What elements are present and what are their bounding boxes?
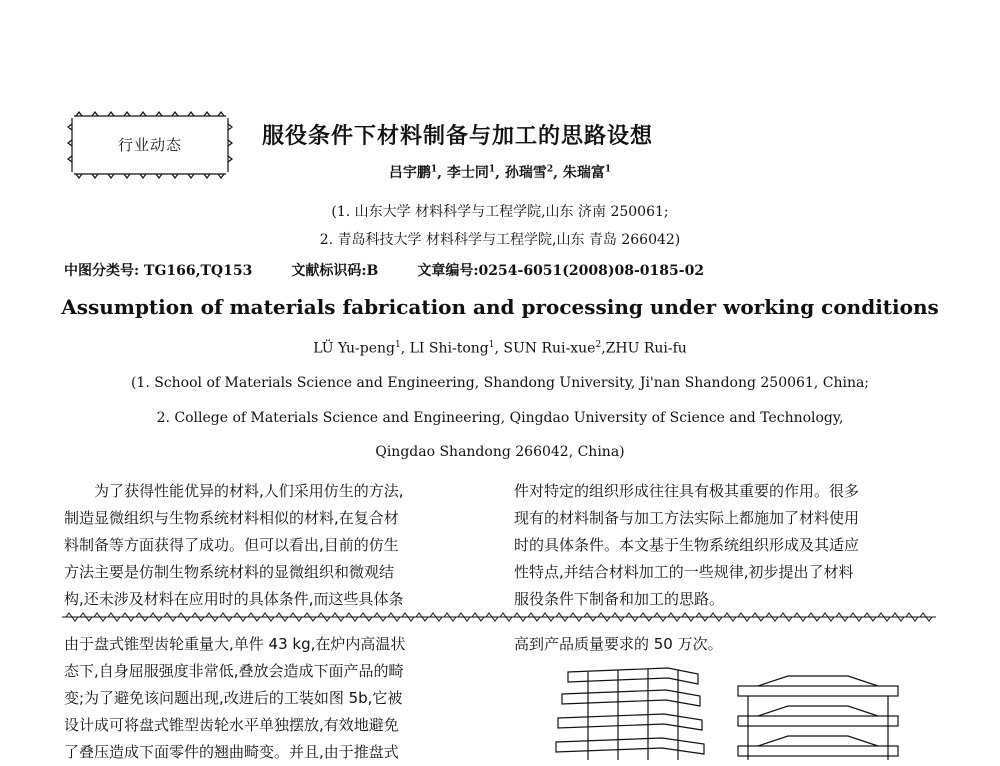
column-tag-label: 行业动态 — [117, 136, 182, 154]
author-sup: 1 — [394, 340, 401, 350]
abstract-line: 性特点,并结合材料加工的一些规律,初步提出了材料 — [514, 563, 854, 581]
fixture-a-drawing — [556, 668, 704, 760]
chinese-affiliation-2: 2. 青岛科技大学 材料科学与工程学院,山东 青岛 266042) — [319, 232, 681, 248]
clc-label: 中图分类号: — [64, 263, 140, 279]
abstract-line: 件对特定的组织形成往往具有极其重要的作用。很多 — [514, 482, 860, 500]
fixture-figure — [548, 664, 908, 760]
doc-code-label: 文献标识码: — [291, 263, 367, 279]
author-cn: 吕宇鹏 — [388, 165, 431, 181]
author-sup: 2 — [546, 164, 554, 175]
author-en: ZHU Rui-fu — [605, 340, 687, 357]
abstract-right-column — [514, 478, 934, 613]
english-affiliation-3: Qingdao Shandong 266042, China) — [375, 444, 625, 460]
chinese-title: 服役条件下材料制备与加工的思路设想 — [262, 124, 654, 149]
abstract-line: 构,还未涉及材料在应用时的具体条件,而这些具体条 — [64, 590, 404, 608]
body-line: 态下,自身屈服强度非常低,叠放会造成下面产品的畸 — [64, 662, 404, 680]
author-sup: 1 — [604, 164, 612, 175]
english-title: Assumption of materials fabrication and processing under working conditions — [61, 295, 939, 319]
author-sup: 1 — [488, 340, 495, 350]
author-en: LÜ Yu-peng — [313, 340, 395, 357]
body-left-column — [64, 631, 482, 766]
clc-value: TG166,TQ153 — [144, 263, 253, 279]
abstract-line: 方法主要是仿制生物系统材料的显微组织和微观结 — [64, 563, 395, 581]
chinese-authors: 吕宇鹏$^1$, 李士同$^1$, 孙瑞雪$^2$, 朱瑞富$^1$ — [388, 164, 612, 181]
author-sup: 2 — [595, 340, 602, 350]
body-line: 设计成可将盘式锥型齿轮水平单独摆放,有效地避免 — [64, 716, 399, 734]
fixture-drawing — [548, 664, 908, 760]
body-line: 了叠压造成下面零件的翘曲畸变。并且,由于推盘式 — [64, 743, 399, 761]
abstract-line: 制造显微组织与生物系统材料相似的材料,在复合材 — [64, 509, 399, 527]
english-affiliation-2: 2. College of Materials Science and Engineering, Qingdao University of Science and Technology, — [156, 410, 844, 426]
english-affiliation-1: (1. School of Materials Science and Engineering, Shandong University, Ji'nan Shandong 250061, China; — [130, 375, 870, 391]
author-cn: 孙瑞雪 — [504, 165, 547, 181]
abstract-line: 现有的材料制备与加工方法实际上都施加了材料使用 — [514, 509, 860, 527]
abstract-line: 服役条件下制备和加工的思路。 — [514, 590, 725, 608]
classification-line — [64, 260, 704, 280]
abstract-line: 为了获得性能优异的材料,人们采用仿生的方法, — [64, 482, 404, 500]
chinese-affiliation-1: (1. 山东大学 材料科学与工程学院,山东 济南 250061; — [331, 204, 669, 220]
abstract-line: 料制备等方面获得了成功。但可以看出,目前的仿生 — [64, 536, 399, 554]
article-no-value: 0254-6051(2008)08-0185-02 — [478, 263, 705, 279]
author-cn: 李士同 — [446, 165, 489, 181]
english-authors: LÜ Yu-peng$^1$, LI Shi-tong$^1$, SUN Rui-xue$^2$,ZHU Rui-fu — [313, 340, 687, 357]
body-line: 由于盘式锥型齿轮重量大,单件 43 kg,在炉内高温状 — [64, 635, 406, 653]
body-line: 变;为了避免该问题出现,改进后的工装如图 5b,它被 — [64, 689, 403, 707]
decorative-divider — [62, 608, 936, 620]
author-en: SUN Rui-xue — [503, 340, 596, 357]
body-line: 高到产品质量要求的 50 万次。 — [514, 635, 723, 653]
body-right-column — [514, 631, 934, 658]
abstract-line: 时的具体条件。本文基于生物系统组织形成及其适应 — [514, 536, 860, 554]
abstract-left-column — [64, 478, 482, 613]
author-sup: 1 — [488, 164, 496, 175]
author-en: LI Shi-tong — [409, 340, 489, 357]
article-no-label: 文章编号: — [417, 263, 479, 279]
author-sup: 1 — [430, 164, 438, 175]
author-cn: 朱瑞富 — [562, 165, 605, 181]
fixture-b-drawing — [738, 676, 898, 760]
divider-pattern — [62, 611, 936, 623]
doc-code-value: B — [366, 263, 379, 279]
